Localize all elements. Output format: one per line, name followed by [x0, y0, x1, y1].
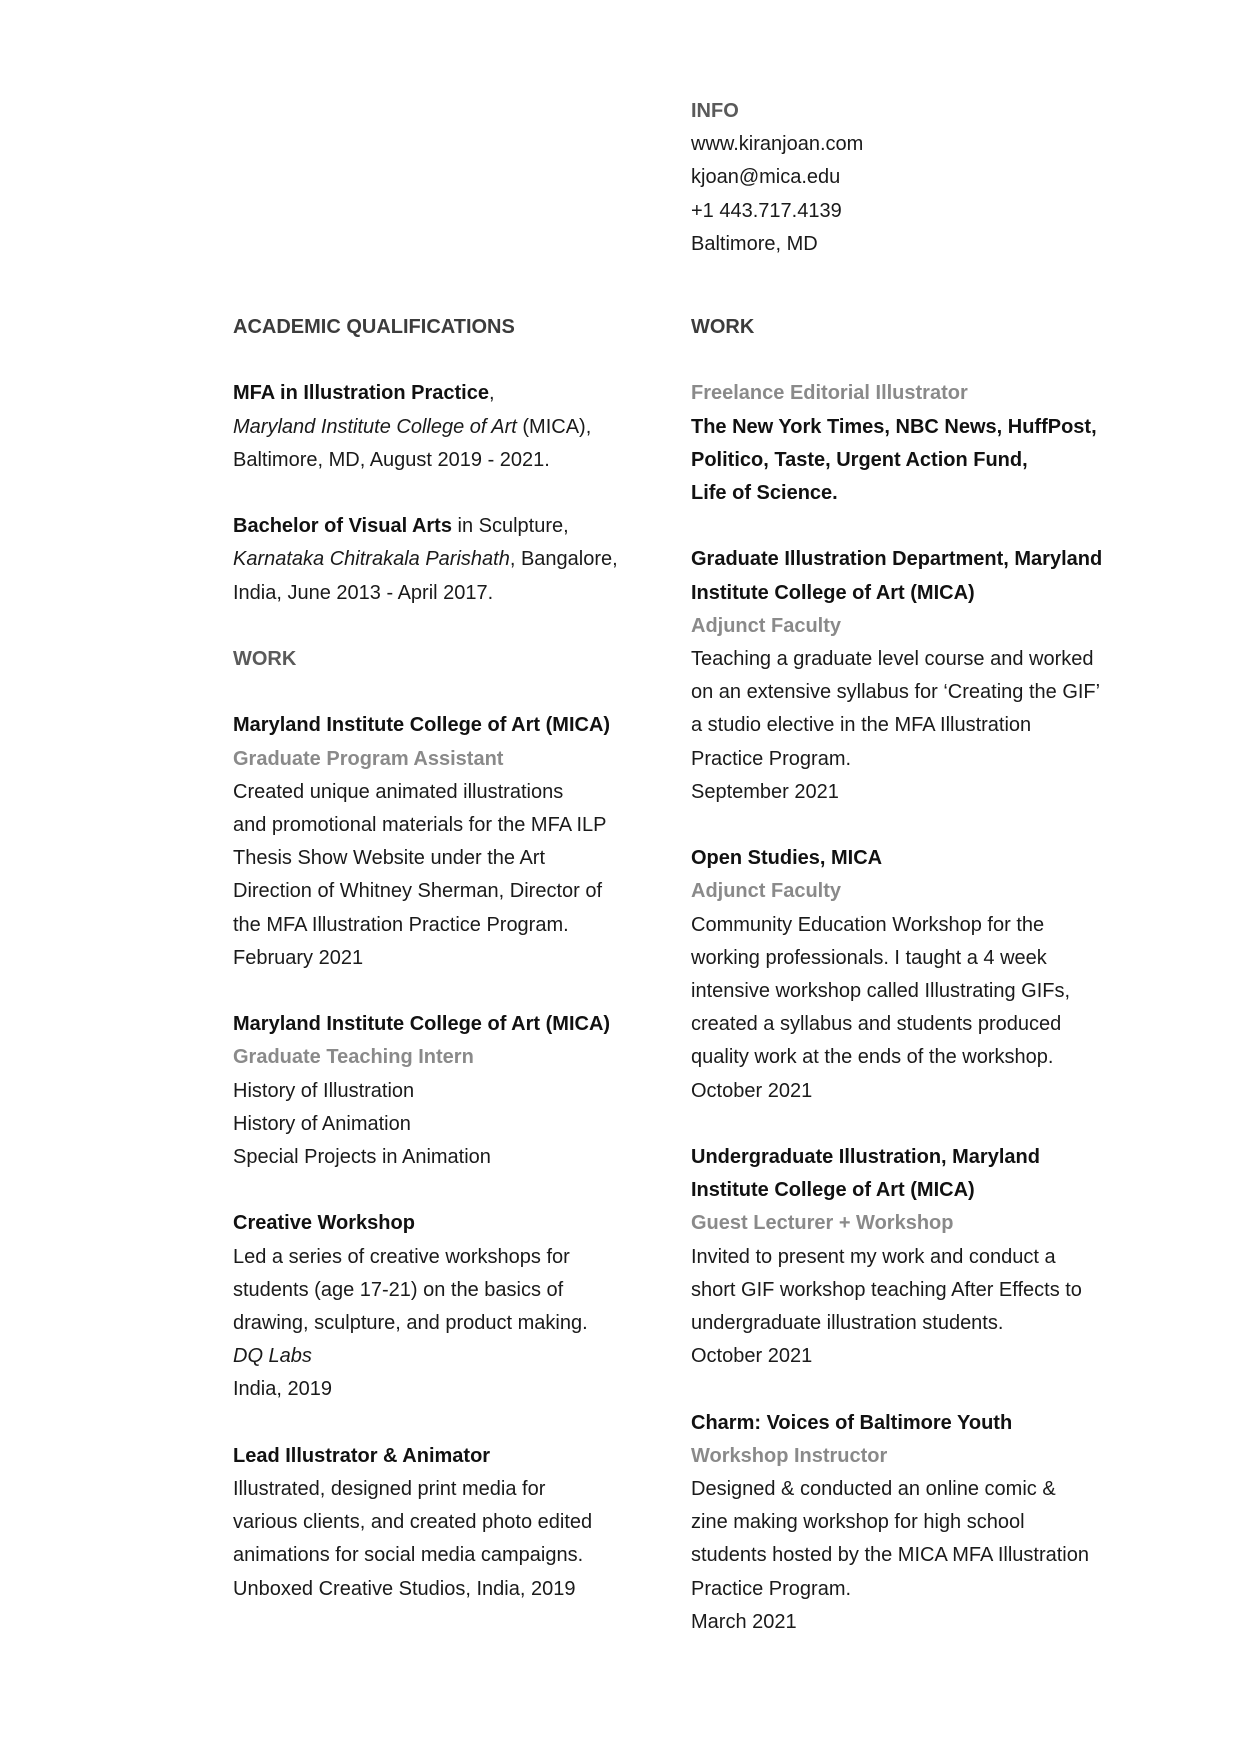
- bva-entry: [233, 510, 663, 610]
- mfa-school-suffix: (MICA),: [516, 415, 592, 438]
- bva-school-suffix: , Bangalore,: [509, 548, 618, 571]
- entry-line: Invited to present my work and conduct a: [691, 1245, 1056, 1268]
- right-work-entry: [691, 842, 1161, 1108]
- entry-line: working professionals. I taught a 4 week: [691, 946, 1047, 969]
- entry-line: Led a series of creative workshops for: [233, 1245, 570, 1268]
- info-section: [691, 95, 1171, 261]
- info-heading: INFO: [691, 100, 739, 122]
- mfa-school: Maryland Institute College of Art: [233, 415, 517, 438]
- entry-line: various clients, and created photo edited: [233, 1511, 593, 1534]
- bva-school: Karnataka Chitrakala Parishath: [233, 548, 510, 571]
- bva-details: India, June 2013 - April 2017.: [233, 581, 494, 604]
- entry-line: and promotional materials for the MFA ILP: [233, 813, 607, 836]
- mfa-details: Baltimore, MD, August 2019 - 2021.: [233, 448, 550, 471]
- entry-line: zine making workshop for high school: [691, 1511, 1025, 1534]
- bva-degree: Bachelor of Visual Arts: [233, 515, 452, 538]
- entry-line: intensive workshop called Illustrating GIFs,: [691, 980, 1071, 1003]
- entry-title: Institute College of Art (MICA): [691, 581, 975, 604]
- email-text: kjoan@mica.edu: [691, 166, 841, 189]
- entry-role: Workshop Instructor: [691, 1444, 888, 1467]
- entry-role: Freelance Editorial Illustrator: [691, 382, 968, 405]
- entry-line: on an extensive syllabus for ‘Creating the GIF’: [691, 681, 1101, 704]
- client-line: Life of Science.: [691, 482, 838, 504]
- left-work-entry: [233, 709, 663, 975]
- mfa-entry: [233, 377, 663, 477]
- entry-line: Designed & conducted an online comic &: [691, 1478, 1056, 1501]
- entry-line: a studio elective in the MFA Illustration: [691, 714, 1032, 737]
- website-text: www.kiranjoan.com: [691, 133, 864, 156]
- entry-line: quality work at the ends of the workshop.: [691, 1046, 1054, 1069]
- left-work-entry: [233, 1440, 663, 1606]
- mfa-degree: MFA in Illustration Practice: [233, 382, 489, 405]
- mfa-degree-suffix: ,: [488, 382, 495, 405]
- entry-line: Special Projects in Animation: [233, 1146, 491, 1168]
- entry-line: Illustrated, designed print media for: [233, 1478, 546, 1500]
- client-line: Politico, Taste, Urgent Action Fund,: [691, 448, 1028, 471]
- entry-title: Maryland Institute College of Art (MICA): [233, 714, 611, 737]
- entry-title: Maryland Institute College of Art (MICA): [233, 1013, 611, 1036]
- entry-line: short GIF workshop teaching After Effects to: [691, 1278, 1082, 1301]
- location-text: Baltimore, MD: [691, 232, 818, 255]
- entry-line: students (age 17-21) on the basics of: [233, 1278, 564, 1301]
- entry-line: Practice Program.: [691, 1577, 852, 1600]
- entry-company: DQ Labs: [233, 1345, 312, 1368]
- entry-title: Lead Illustrator & Animator: [233, 1444, 491, 1467]
- entry-date: September 2021: [691, 780, 839, 803]
- entry-line: Teaching a graduate level course and worked: [691, 648, 1094, 670]
- entry-role: Graduate Teaching Intern: [233, 1046, 474, 1069]
- phone-text: +1 443.717.4139: [691, 199, 842, 222]
- entry-line: History of Illustration: [233, 1079, 415, 1102]
- entry-line: undergraduate illustration students.: [691, 1312, 1004, 1335]
- bva-degree-suffix: in Sculpture,: [451, 515, 569, 538]
- entry-date: India, 2019: [233, 1378, 332, 1401]
- entry-line: Created unique animated illustrations: [233, 780, 564, 803]
- entry-role: Guest Lecturer + Workshop: [691, 1212, 954, 1235]
- entry-line: Unboxed Creative Studios, India, 2019: [233, 1577, 576, 1600]
- entry-role: Adjunct Faculty: [691, 880, 842, 903]
- right-work-entry: [691, 1407, 1161, 1639]
- entry-line: created a syllabus and students produced: [691, 1013, 1062, 1036]
- entry-role: Adjunct Faculty: [691, 614, 842, 637]
- entry-title: Open Studies, MICA: [691, 847, 883, 870]
- left-column: [233, 311, 663, 1606]
- entry-line: History of Animation: [233, 1112, 411, 1135]
- right-work-entry: [691, 1141, 1161, 1373]
- entry-role: Graduate Program Assistant: [233, 747, 504, 770]
- left-work-entry: [233, 1207, 663, 1406]
- entry-title: Creative Workshop: [233, 1212, 415, 1235]
- entry-line: animations for social media campaigns.: [233, 1544, 584, 1567]
- entry-line: the MFA Illustration Practice Program.: [233, 913, 569, 936]
- entry-title: Charm: Voices of Baltimore Youth: [691, 1411, 1013, 1434]
- entry-line: drawing, sculpture, and product making.: [233, 1312, 588, 1334]
- right-column: [691, 311, 1161, 1639]
- entry-line: Direction of Whitney Sherman, Director of: [233, 880, 603, 903]
- freelance-entry: [691, 377, 1161, 510]
- entry-title: Institute College of Art (MICA): [691, 1179, 975, 1202]
- entry-date: February 2021: [233, 946, 364, 969]
- right-work-entry: [691, 543, 1161, 809]
- academic-heading: ACADEMIC QUALIFICATIONS: [233, 316, 515, 338]
- right-work-heading: WORK: [691, 316, 755, 338]
- entry-line: Community Education Workshop for the: [691, 913, 1045, 936]
- entry-line: Practice Program.: [691, 747, 852, 770]
- left-work-heading: WORK: [233, 647, 297, 670]
- entry-title: Undergraduate Illustration, Maryland: [691, 1146, 1040, 1169]
- client-line: The New York Times, NBC News, HuffPost,: [691, 415, 1097, 438]
- entry-line: students hosted by the MICA MFA Illustration: [691, 1544, 1089, 1567]
- left-work-entry: [233, 1008, 663, 1174]
- entry-date: October 2021: [691, 1079, 813, 1102]
- entry-title: Graduate Illustration Department, Maryland: [691, 548, 1103, 571]
- entry-date: March 2021: [691, 1610, 797, 1633]
- entry-date: October 2021: [691, 1345, 813, 1368]
- entry-line: Thesis Show Website under the Art: [233, 847, 546, 870]
